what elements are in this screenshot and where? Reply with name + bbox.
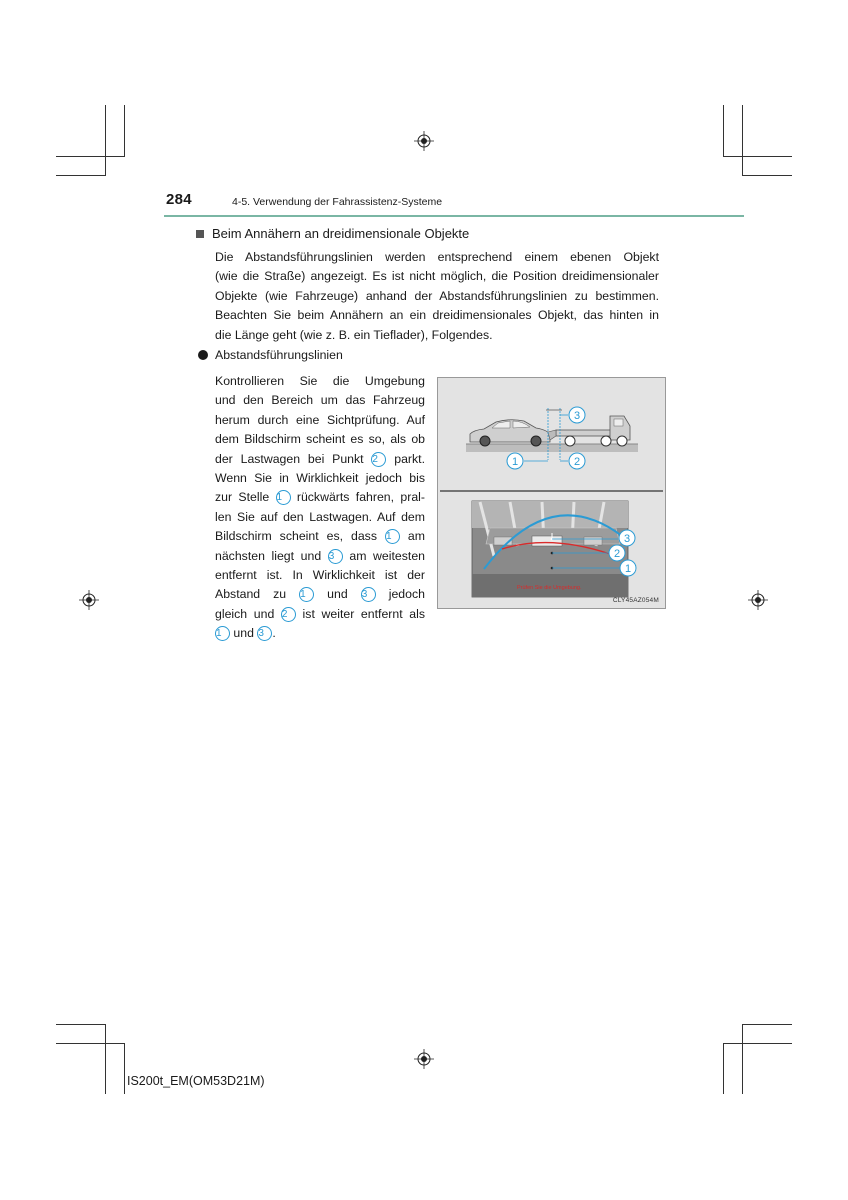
- body-line: [215, 566, 425, 585]
- camera-screen: [472, 501, 631, 597]
- screen-caption: Prüfen Sie die Umgebung.: [517, 585, 582, 591]
- circled-number-icon: 3: [328, 549, 343, 564]
- body-text: zur Stelle: [215, 490, 276, 505]
- crop-mark: [742, 105, 743, 175]
- body-text: rückwärts fahren, pral-: [290, 490, 425, 505]
- intro-paragraph: [215, 248, 659, 345]
- body-text: und den Bereich um das Fahrzeug: [215, 393, 425, 408]
- page-number: 284: [166, 191, 192, 208]
- header-rule: [164, 215, 744, 217]
- crop-mark: [723, 1043, 724, 1094]
- crop-mark: [56, 1024, 106, 1025]
- circled-number-icon: 3: [257, 626, 272, 641]
- crop-mark: [742, 1024, 743, 1094]
- body-text: gleich und: [215, 606, 281, 621]
- circled-number-icon: 1: [299, 587, 314, 602]
- body-line: [215, 372, 425, 391]
- intro-line: Objekte (wie Fahrzeuge) anhand der Abstandsführungslinien zu bestimmen.: [215, 288, 659, 303]
- crop-mark: [742, 1024, 792, 1025]
- bullet-dot-icon: [198, 350, 208, 360]
- body-text: Bildschirm scheint es, dass: [215, 529, 385, 544]
- body-line: [215, 450, 425, 469]
- section-title: 4-5. Verwendung der Fahrassistenz-Systeme: [232, 196, 443, 208]
- intro-line: die Länge geht (wie z. B. ein Tieflader), Folgendes.: [215, 327, 493, 342]
- callout-label: 3: [573, 410, 581, 422]
- body-text: entfernt ist. In Wirklichkeit ist der: [215, 567, 425, 582]
- intro-line: (wie die Straße) angezeigt. Es ist nicht möglich, die Position dreidimensionaler: [215, 269, 659, 284]
- circled-number-icon: 2: [371, 452, 386, 467]
- circled-number-icon: 2: [281, 607, 296, 622]
- crop-mark: [723, 156, 792, 157]
- body-line: [215, 605, 425, 624]
- body-line: [215, 391, 425, 410]
- callout-label: 2: [573, 456, 581, 468]
- circled-number-icon: 1: [276, 490, 291, 505]
- body-text: parkt.: [386, 451, 426, 466]
- body-text: und: [230, 626, 258, 641]
- crop-mark: [56, 156, 125, 157]
- body-line: [215, 624, 425, 643]
- registration-mark-icon: [414, 131, 434, 151]
- section-heading-text: Beim Annähern an dreidimensionale Objekte: [212, 226, 470, 241]
- body-text: herum durch eine Sichtprüfung. Auf: [215, 412, 425, 427]
- callout-label: 1: [624, 563, 632, 575]
- crop-mark: [742, 175, 792, 176]
- figure: [437, 377, 666, 609]
- body-text: Wenn Sie in Wirklichkeit jedoch bis: [215, 470, 425, 485]
- intro-line: Beachten Sie beim Annähern an ein dreidimensionales Objekt, das hinten in: [215, 308, 659, 323]
- crop-mark: [56, 1043, 125, 1044]
- registration-mark-icon: [748, 590, 768, 610]
- body-line: [215, 469, 425, 488]
- body-line: [215, 547, 425, 566]
- circled-number-icon: 1: [385, 529, 400, 544]
- model-code: IS200t_EM(OM53D21M): [127, 1074, 265, 1088]
- registration-mark-icon: [414, 1049, 434, 1069]
- body-text: Kontrollieren Sie die Umgebung: [215, 374, 425, 388]
- crop-mark: [723, 105, 724, 156]
- body-text: ist weiter entfernt als: [295, 606, 425, 621]
- square-bullet-icon: [196, 230, 204, 238]
- car-icon: [470, 420, 550, 446]
- circled-number-icon: 3: [361, 587, 376, 602]
- body-line: [215, 411, 425, 430]
- crop-mark: [56, 175, 106, 176]
- bullet-item: [198, 348, 343, 362]
- body-text: .: [272, 626, 276, 641]
- body-line: [215, 585, 425, 604]
- bullet-label: Abstandsführungslinien: [215, 348, 343, 362]
- figure-code: CLY45AZ054M: [612, 597, 659, 604]
- figure-illustration: [438, 378, 665, 608]
- callout-label: 1: [511, 456, 519, 468]
- circled-number-icon: 1: [215, 626, 230, 641]
- body-text: len Sie auf den Lastwagen. Auf dem: [215, 509, 425, 524]
- body-line: [215, 488, 425, 507]
- intro-line: Die Abstandsführungslinien werden entsprechend einem ebenen Objekt: [215, 250, 659, 264]
- body-line: [215, 527, 425, 546]
- crop-mark: [723, 1043, 792, 1044]
- crop-mark: [105, 105, 106, 175]
- body-text: und: [314, 587, 361, 602]
- body-line: [215, 508, 425, 527]
- crop-mark: [105, 1024, 106, 1094]
- crop-mark: [124, 105, 125, 156]
- body-text: am weitesten: [342, 548, 426, 563]
- body-text: am: [399, 529, 426, 544]
- body-text: nächsten liegt und: [215, 548, 328, 563]
- body-line: [215, 430, 425, 449]
- body-paragraph: [215, 372, 425, 643]
- road-surface: [466, 444, 638, 452]
- crop-mark: [124, 1043, 125, 1094]
- section-heading: [196, 226, 469, 241]
- body-text: jedoch: [375, 587, 425, 602]
- callout-label: 3: [623, 533, 631, 545]
- body-text: Abstand zu: [215, 587, 300, 602]
- callout-label: 2: [613, 548, 621, 560]
- body-text: dem Bildschirm scheint es so, als ob: [215, 432, 425, 447]
- registration-mark-icon: [79, 590, 99, 610]
- body-text: der Lastwagen bei Punkt: [215, 451, 372, 466]
